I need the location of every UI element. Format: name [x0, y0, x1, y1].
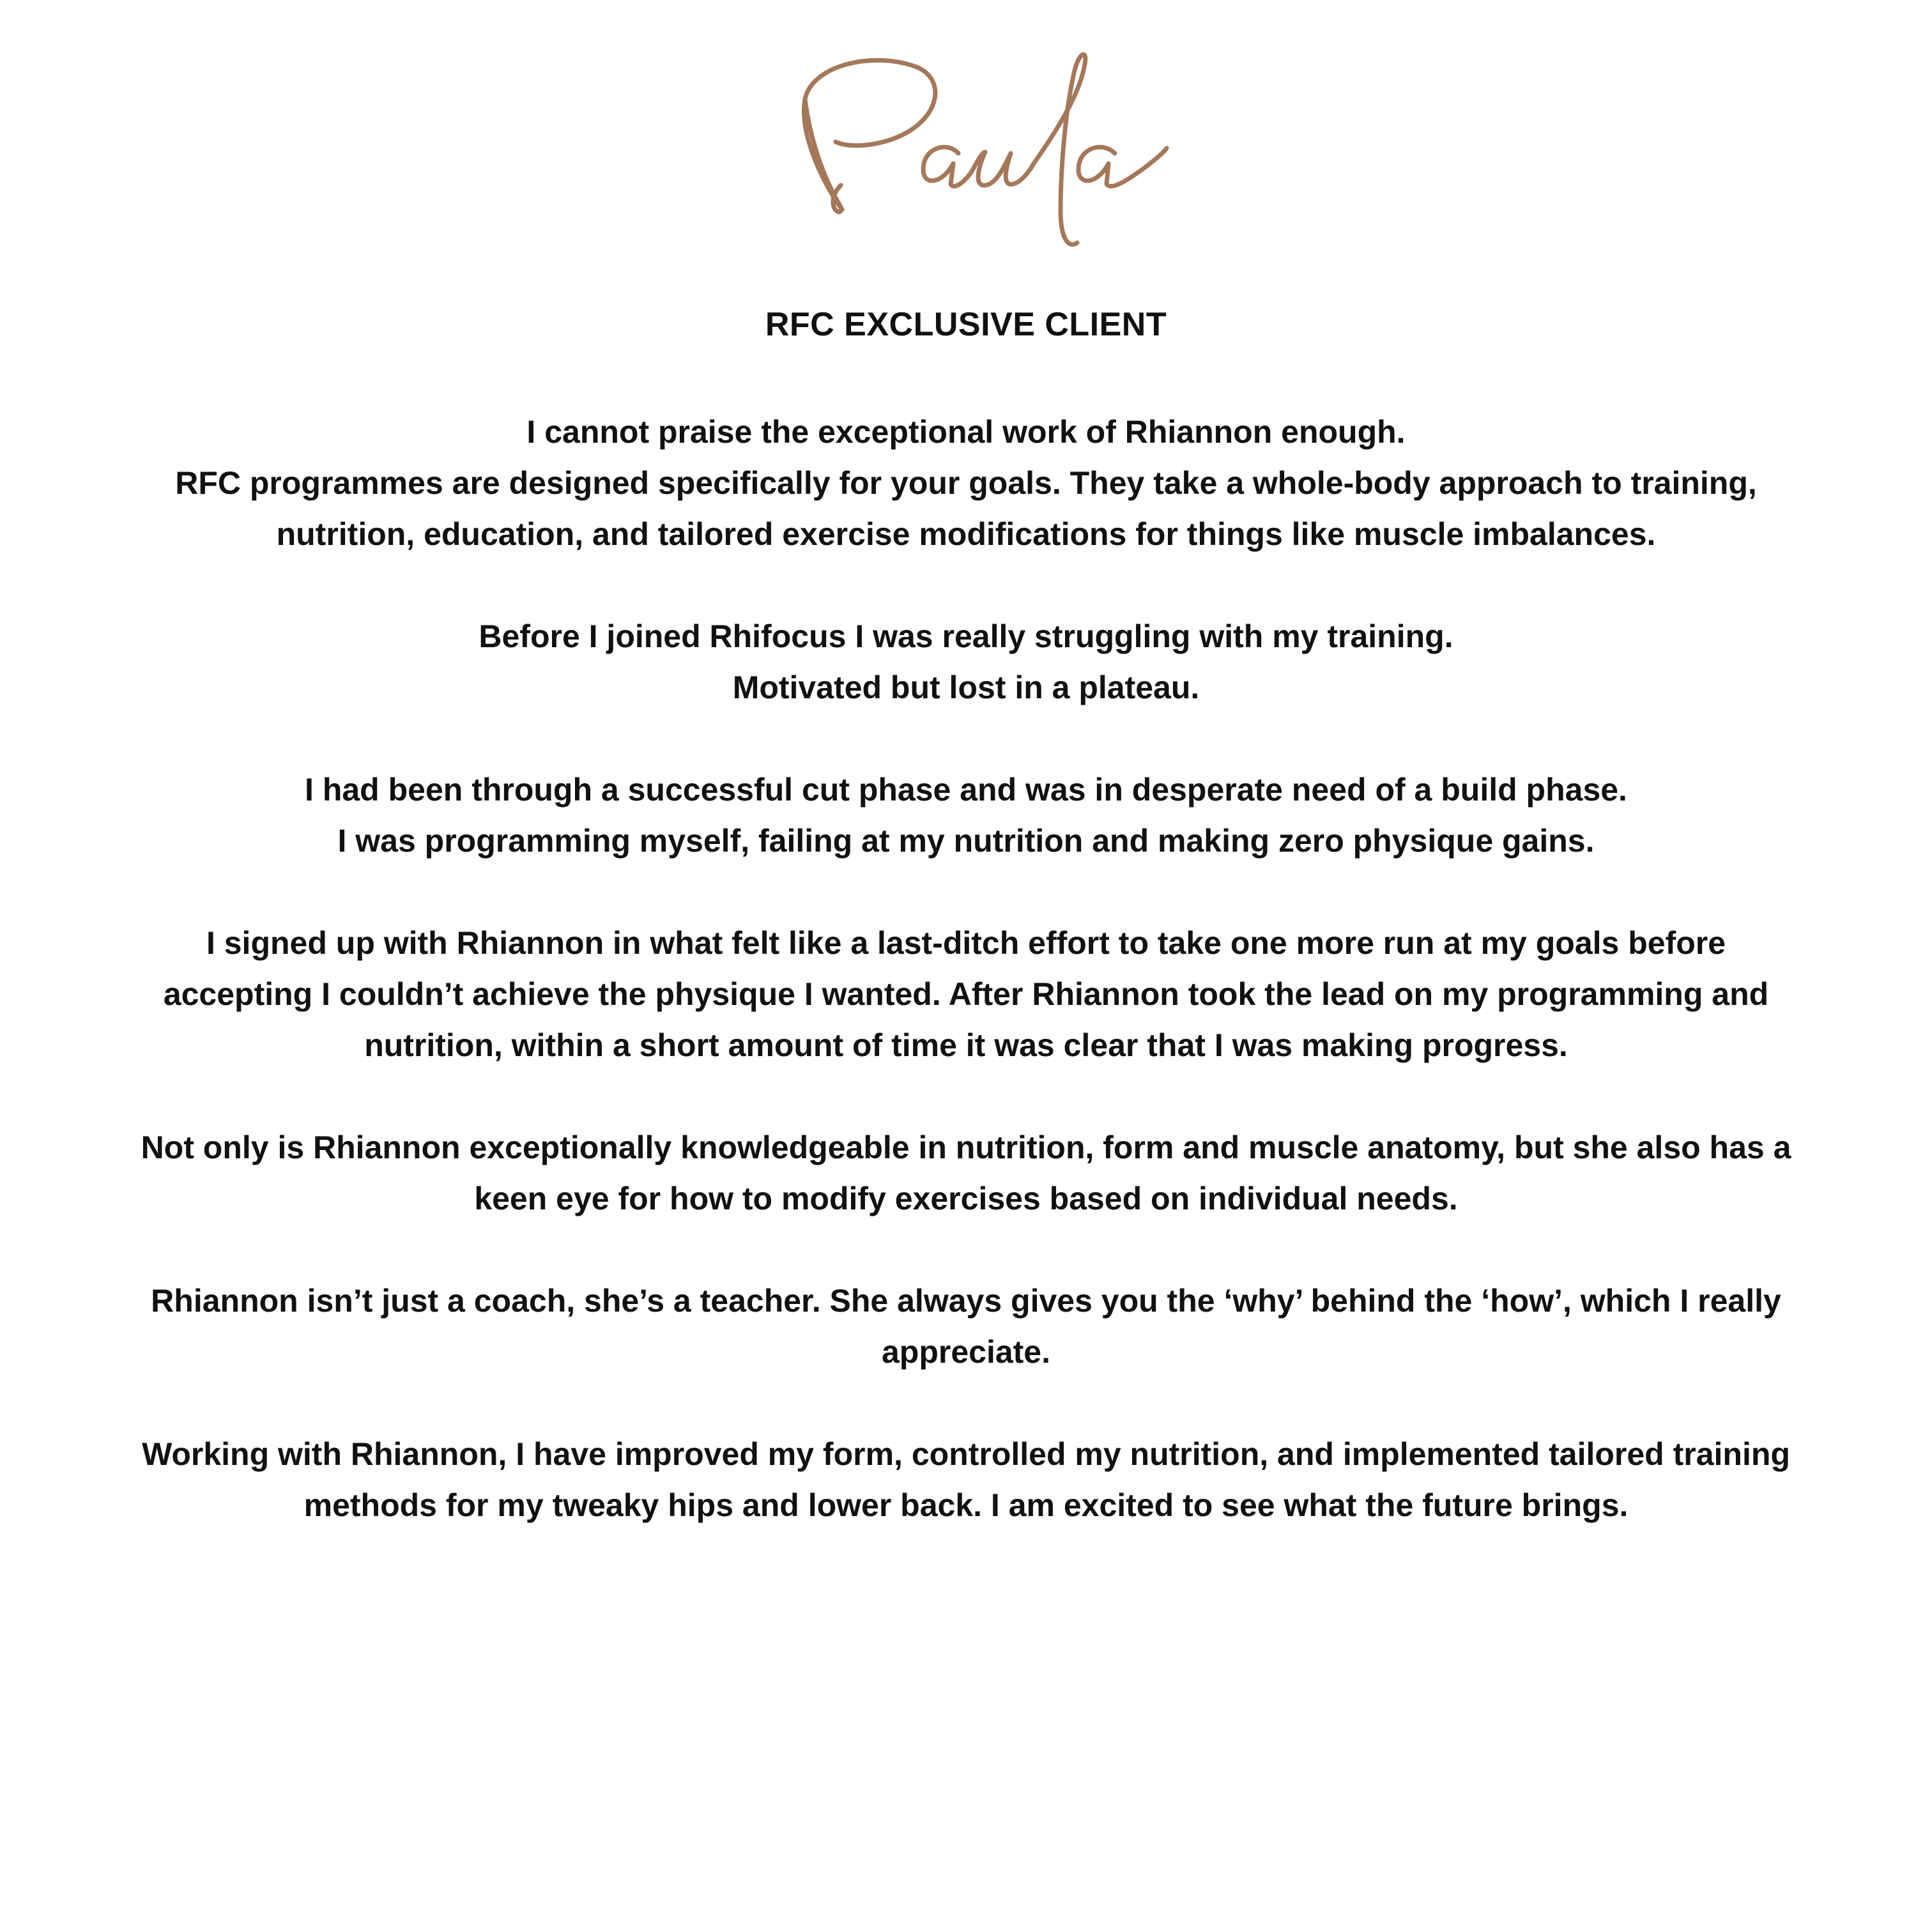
paragraph	[57, 1429, 1874, 1531]
text-line: Rhiannon isn’t just a coach, she’s a teacher. She always gives you the ‘why’ behind the ‘how’, which I really	[151, 1283, 1781, 1319]
text-line: I was programming myself, failing at my nutrition and making zero physique gains.	[337, 823, 1595, 859]
text-line: I had been through a successful cut phase and was in desperate need of a build phase.	[305, 772, 1627, 808]
text-line: RFC programmes are designed specifically for your goals. They take a whole-body approach to training,	[175, 465, 1757, 501]
paragraph	[57, 917, 1874, 1071]
text-line: I signed up with Rhiannon in what felt like a last-ditch effort to take one more run at my goals before	[206, 925, 1726, 961]
text-line: accepting I couldn’t achieve the physique I wanted. After Rhiannon took the lead on my programming and	[163, 976, 1769, 1012]
signature-script-paula	[779, 38, 1176, 268]
paragraph	[57, 1275, 1874, 1377]
text-line: nutrition, education, and tailored exercise modifications for things like muscle imbalances.	[276, 516, 1656, 552]
text-line: keen eye for how to modify exercises based on individual needs.	[474, 1181, 1458, 1216]
text-line: Before I joined Rhifocus I was really struggling with my training.	[479, 618, 1453, 654]
text-line: nutrition, within a short amount of time it was clear that I was making progress.	[364, 1027, 1568, 1063]
paragraph	[57, 406, 1874, 560]
paragraph	[57, 1122, 1874, 1224]
text-line: Not only is Rhiannon exceptionally knowledgeable in nutrition, form and muscle anatomy, but she also has a	[141, 1130, 1791, 1165]
page-subtitle: RFC EXCLUSIVE CLIENT	[765, 306, 1167, 343]
text-line: Working with Rhiannon, I have improved my form, controlled my nutrition, and implemented tailored training	[142, 1436, 1790, 1472]
text-line: appreciate.	[881, 1334, 1050, 1370]
text-line: I cannot praise the exceptional work of Rhiannon enough.	[526, 414, 1406, 450]
signature-logo	[779, 38, 1176, 268]
text-line: Motivated but lost in a plateau.	[732, 670, 1200, 705]
testimonial-body	[57, 406, 1874, 1582]
text-line: methods for my tweaky hips and lower back. I am excited to see what the future brings.	[303, 1487, 1629, 1523]
paragraph	[57, 611, 1874, 713]
paragraph	[57, 764, 1874, 866]
